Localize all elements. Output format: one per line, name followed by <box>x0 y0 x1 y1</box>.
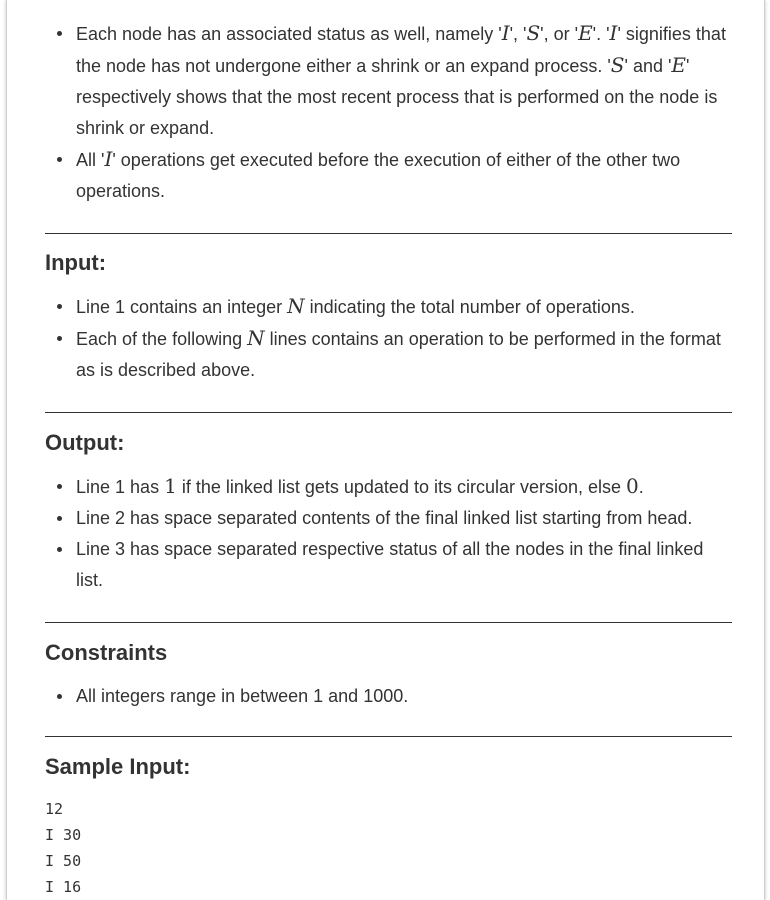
constraints-heading: Constraints <box>45 640 168 665</box>
math-symbol: S <box>610 53 625 77</box>
sample-input-heading: Sample Input: <box>45 754 191 779</box>
math-symbol: E <box>671 53 687 77</box>
list-item: Each node has an associated status as well, namely 'I', 'S', or 'E'. 'I' signifies that the node has not undergone either a shrink or an expand process. 'S' and 'E' respectively shows that the most recent process that is performed on the node is shrink or expand. <box>45 18 732 144</box>
output-list <box>45 471 732 596</box>
status-list <box>45 18 732 207</box>
math-number: 0 <box>626 474 639 498</box>
output-heading: Output: <box>45 430 125 455</box>
list-item: Line 2 has space separated contents of the final linked list starting from head. <box>45 503 732 534</box>
page-frame <box>6 0 765 900</box>
list-item: Each of the following N lines contains an operation to be performed in the format as is described above. <box>45 323 732 386</box>
list-item: Line 1 contains an integer N indicating the total number of operations. <box>45 291 732 323</box>
math-number: 1 <box>164 474 177 498</box>
list-item: Line 3 has space separated respective status of all the nodes in the final linked list. <box>45 534 732 596</box>
code-line: I 30 <box>45 826 82 844</box>
math-symbol: S <box>526 21 541 45</box>
sample-input-code <box>45 796 732 900</box>
list-item: All 'I' operations get executed before the execution of either of the other two operations. <box>45 144 732 207</box>
code-line: I 16 <box>45 878 82 896</box>
math-symbol: E <box>578 21 593 45</box>
code-line: I 50 <box>45 852 82 870</box>
math-symbol: I <box>104 147 113 171</box>
list-item: All integers range in between 1 and 1000. <box>45 681 732 712</box>
code-line: 12 <box>45 800 64 818</box>
math-symbol: I <box>501 21 510 45</box>
problem-content <box>45 18 732 900</box>
divider <box>45 412 732 413</box>
math-symbol: I <box>609 21 618 45</box>
input-heading: Input: <box>45 250 107 275</box>
constraints-list <box>45 681 732 712</box>
math-symbol: N <box>287 294 305 318</box>
math-symbol: N <box>247 326 265 350</box>
input-list <box>45 291 732 386</box>
divider <box>45 233 732 234</box>
divider <box>45 736 732 737</box>
divider <box>45 622 732 623</box>
list-item: Line 1 has 1 if the linked list gets updated to its circular version, else 0. <box>45 471 732 503</box>
